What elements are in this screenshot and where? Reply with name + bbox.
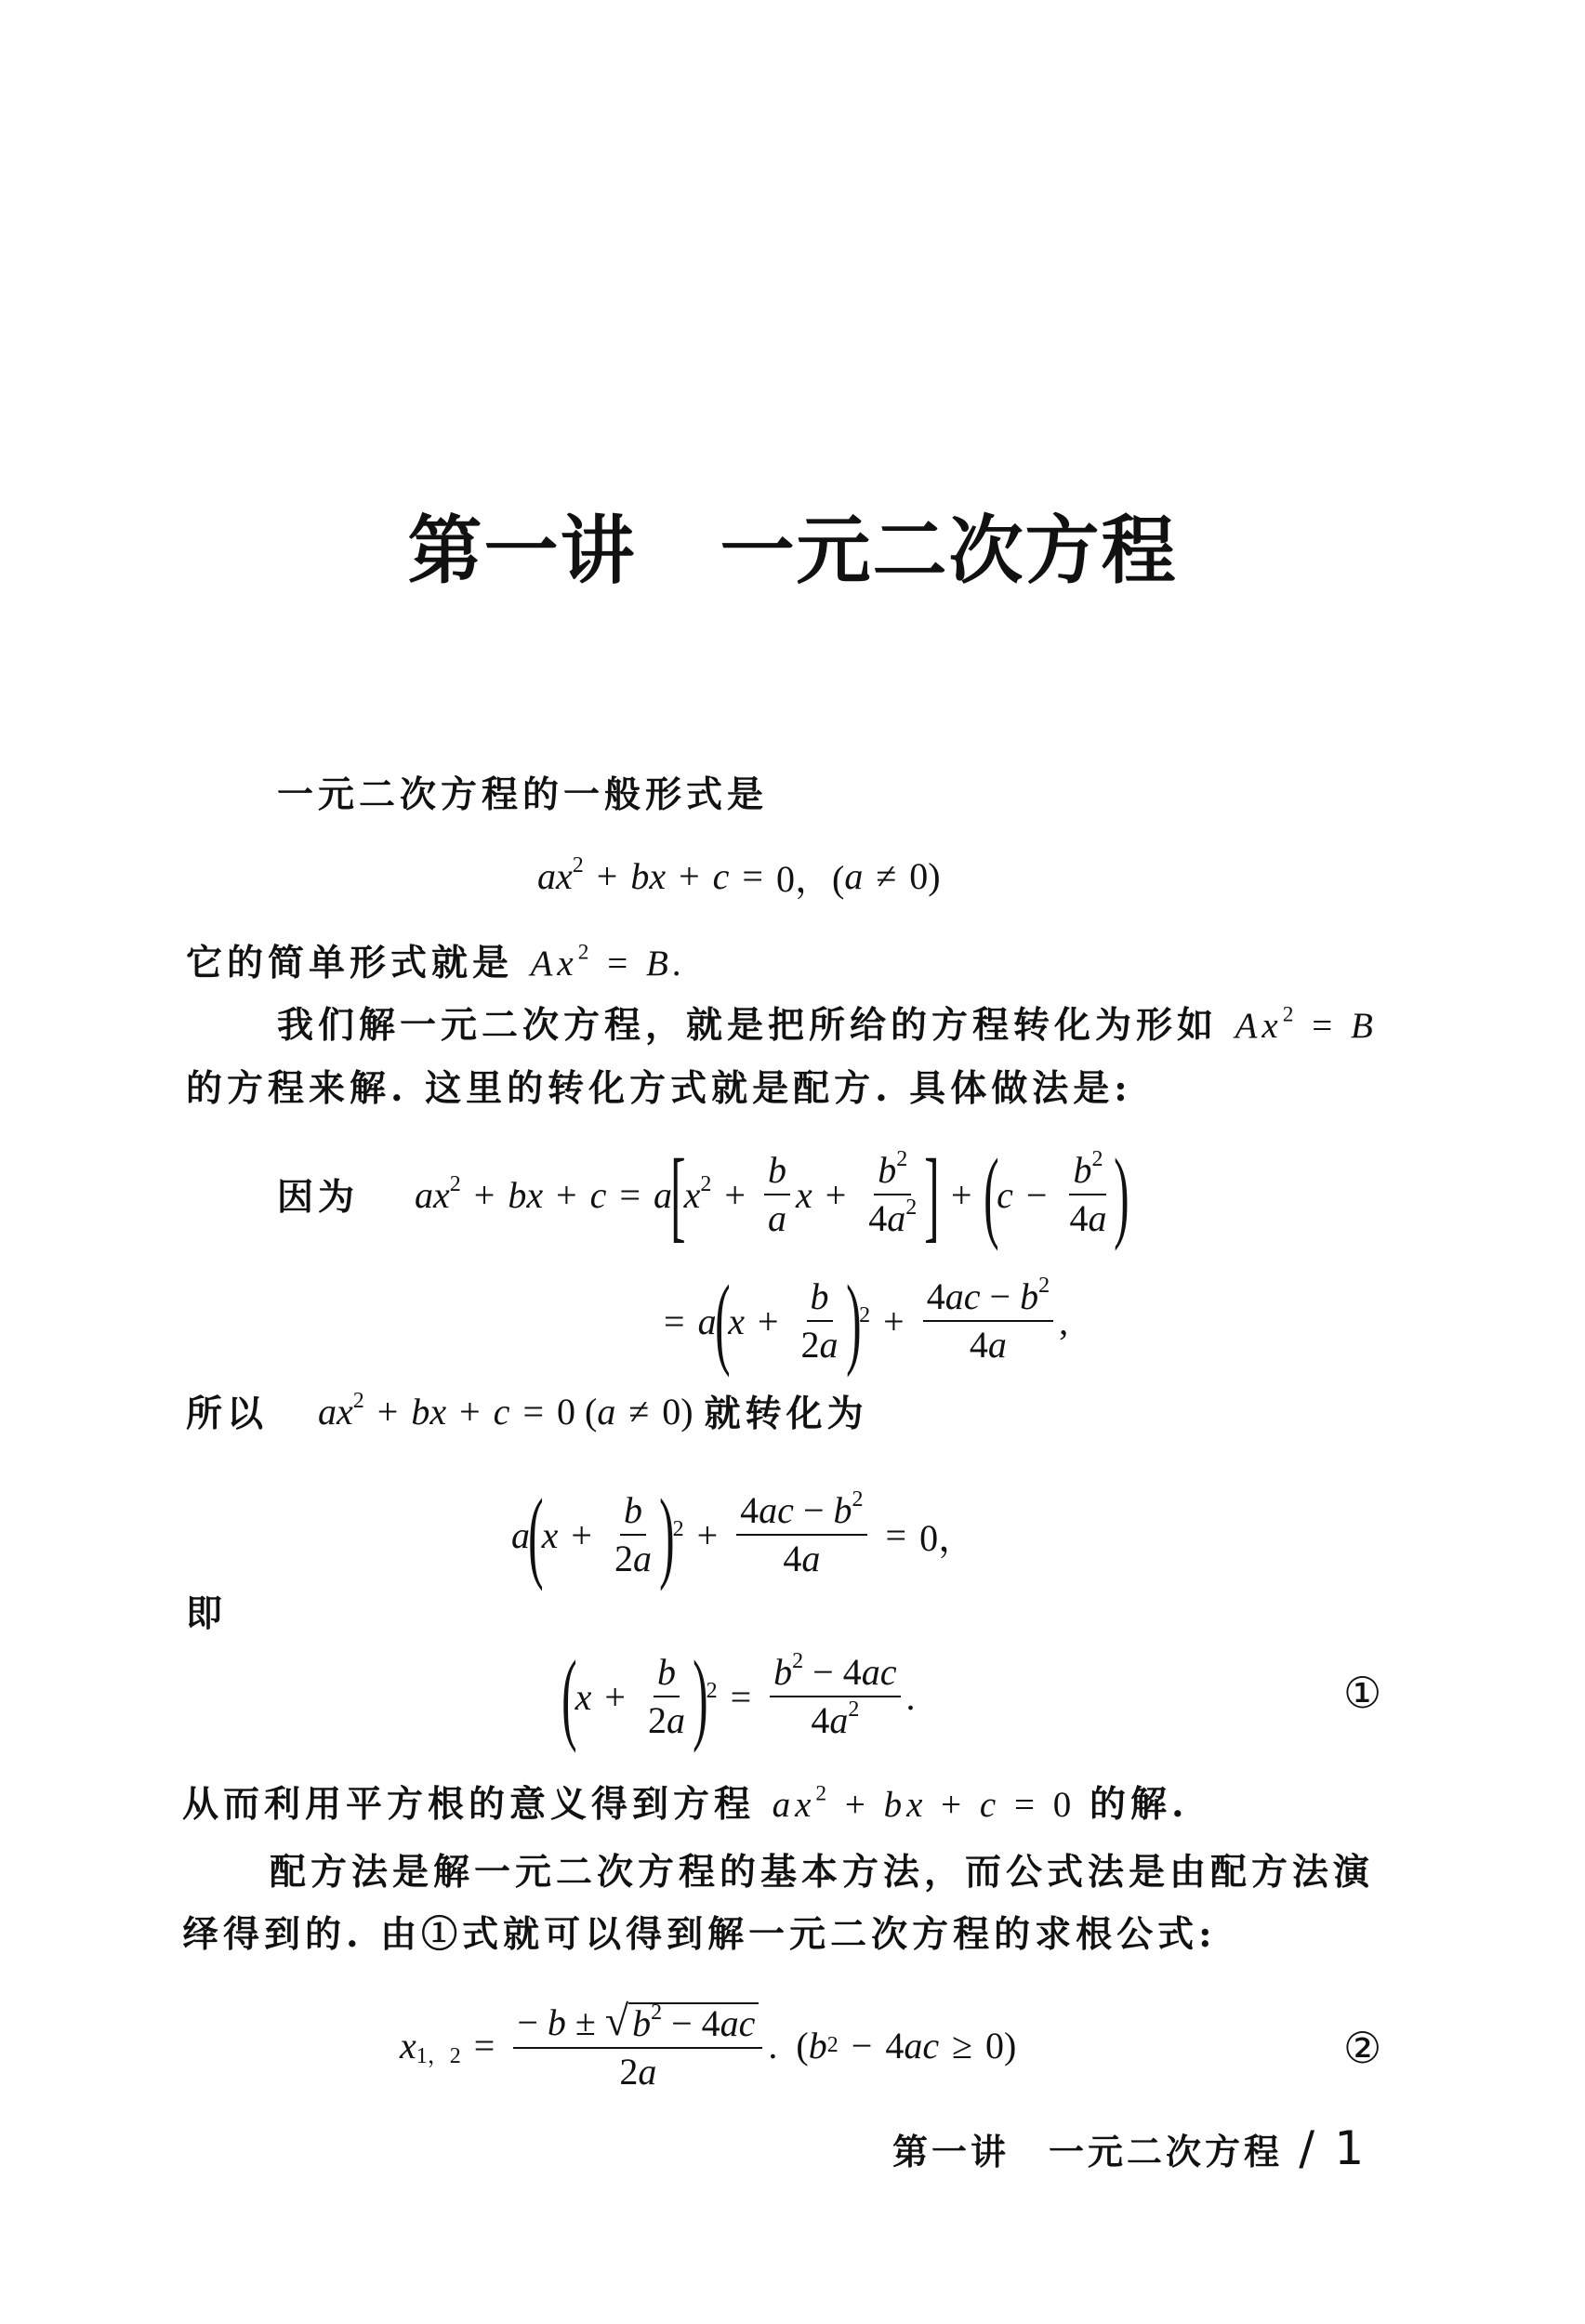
equation-label-1: ①	[1343, 1668, 1382, 1718]
intro-text: 一元二次方程的一般形式是	[277, 773, 769, 816]
equation-derivation-2: = a ( x + $\frac{b}{2a}$ ) 2 + $\frac{4ac - b^2}{4a}$ ,	[664, 1264, 1069, 1378]
equation-transformed: a ( x + $\frac{b}{2a}$ ) 2 + $\frac{4ac - b^2}{4a}$ = 0，	[511, 1478, 976, 1591]
p3-math: Ax$^2$ = B	[1235, 1002, 1378, 1046]
p4-text-1: 从而利用平方根的意义得到方程	[182, 1783, 756, 1826]
simple-form-label: 它的简单形式就是	[186, 942, 514, 984]
footer-separator: /	[1299, 2121, 1319, 2175]
equation-label-2: ②	[1343, 2023, 1382, 2073]
equation-so-line: 所以 $ax^2$ + bx + c = 0 ( a ≠ 0) 就转化为	[186, 1385, 868, 1437]
paragraph-5-line-2: 绎得到的. 由①式就可以得到解一元二次方程的求根公式:	[182, 1913, 1217, 1956]
page-number: 1	[1334, 2121, 1368, 2175]
equation-2-quadratic-formula: $x_{1,2}$ = − b ± √ $b^2 - 4ac$ 2a . ( b 2 − 4 ac ≥ 0)	[400, 1997, 1017, 2093]
title-lecture: 第一讲	[407, 508, 637, 594]
simple-form-math: Ax$^2$ = B.	[530, 940, 687, 984]
paragraph-3-line-2: 的方程来解. 这里的转化方式就是配方. 具体做法是:	[186, 1067, 1132, 1110]
simple-form-text	[186, 934, 687, 986]
ie-label: 即	[186, 1592, 228, 1635]
paragraph-3-line-1	[277, 997, 1378, 1049]
page-title	[0, 491, 1585, 598]
equation-general-form: $ax^2$ + bx + c = 0，( a ≠ 0)	[537, 853, 941, 900]
so-tail: 就转化为	[704, 1394, 868, 1434]
footer-title: 第一讲 一元二次方程	[892, 2132, 1284, 2172]
title-topic: 一元二次方程	[720, 508, 1178, 594]
because-label: 因为	[277, 1178, 360, 1218]
page-footer	[892, 2121, 1367, 2175]
equation-derivation-1: 因为 $ax^2$ + bx + c = a [ $x^2$ + $\frac{b}{a}$ x + $\frac{b^2}{4a^2}$ ] + ( c − $\frac{b^2}{4a}$ )	[277, 1138, 1130, 1251]
p4-text-2: 的解.	[1089, 1783, 1189, 1826]
p3-text: 我们解一元二次方程，就是把所给的方程转化为形如	[277, 1004, 1219, 1047]
so-label: 所以	[186, 1394, 269, 1434]
paragraph-5-line-1: 配方法是解一元二次方程的基本方法，而公式法是由配方法演	[270, 1851, 1375, 1894]
equation-1: ( x + $\frac{b}{2a}$ ) 2 = $\frac{b^2 - 4ac}{4a^2}$ .	[561, 1640, 916, 1753]
paragraph-4: 从而利用平方根的意义得到方程 $ax^2$ + bx + c = 0 的解.	[182, 1781, 1189, 1826]
